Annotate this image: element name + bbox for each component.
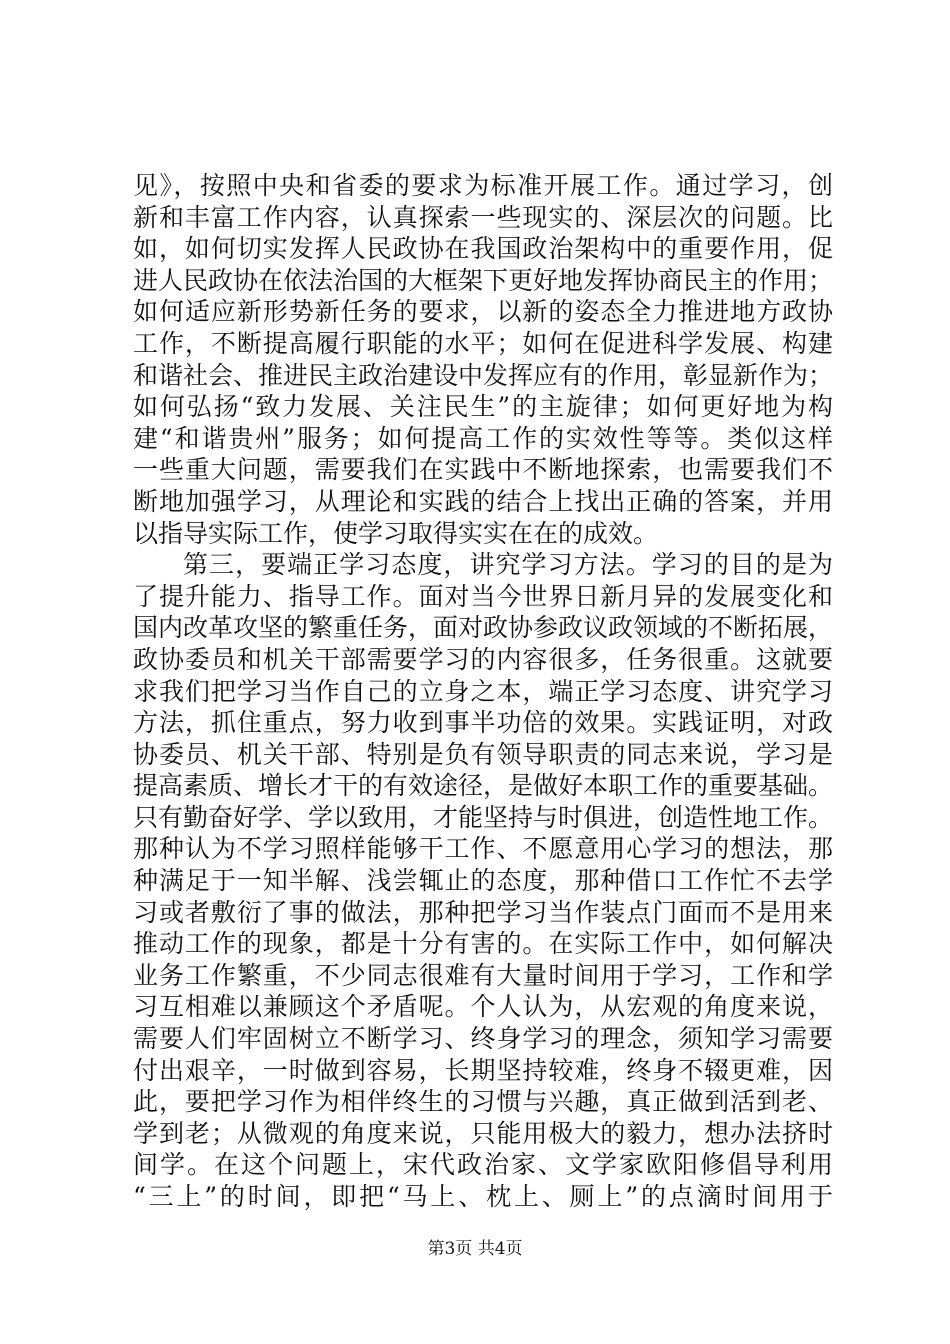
text-line: 学到老；从微观的角度来说，只能用极大的毅力，想办法挤时	[133, 1118, 833, 1148]
text-line: 建“和谐贵州”服务；如何提高工作的实效性等等。类似这样	[133, 423, 833, 453]
text-line: 一些重大问题，需要我们在实践中不断地探索，也需要我们不	[133, 455, 833, 485]
text-line: 习或者敷衍了事的做法，那种把学习当作装点门面而不是用来	[133, 897, 833, 927]
text-line: 习互相难以兼顾这个矛盾呢。个人认为，从宏观的角度来说，	[133, 992, 833, 1022]
text-line: 见》，按照中央和省委的要求为标准开展工作。通过学习，创	[133, 171, 833, 200]
text-line: 那种认为不学习照样能够干工作、不愿意用心学习的想法，那	[133, 834, 833, 864]
text-line: 如，如何切实发挥人民政协在我国政治架构中的重要作用，促	[133, 234, 833, 264]
text-line: 付出艰辛，一时做到容易，长期坚持较难，终身不辍更难，因	[133, 1055, 833, 1085]
body-text	[133, 170, 833, 1213]
text-line: 求我们把学习当作自己的立身之本，端正学习态度、讲究学习	[133, 676, 833, 706]
text-line: 业务工作繁重，不少同志很难有大量时间用于学习，工作和学	[133, 960, 833, 990]
text-line: 进人民政协在依法治国的大框架下更好地发挥协商民主的作用；	[133, 265, 834, 295]
text-line: 只有勤奋好学、学以致用，才能坚持与时俱进，创造性地工作。	[133, 802, 834, 832]
page-number-footer: 第3页 共4页	[427, 1239, 523, 1259]
text-line: 国内改革攻坚的繁重任务，面对政协参政议政领域的不断拓展，	[133, 613, 834, 643]
text-line: 断地加强学习，从理论和实践的结合上找出正确的答案，并用	[133, 486, 833, 516]
text-line: 协委员、机关干部、特别是负有领导职责的同志来说，学习是	[133, 739, 833, 769]
text-line: 种满足于一知半解、浅尝辄止的态度，那种借口工作忙不去学	[133, 866, 833, 896]
text-line: 工作，不断提高履行职能的水平；如何在促进科学发展、构建	[133, 328, 833, 358]
text-line: “三上”的时间，即把“马上、枕上、厕上”的点滴时间用于	[133, 1182, 833, 1211]
text-line: 和谐社会、推进民主政治建设中发挥应有的作用，彰显新作为；	[133, 360, 834, 390]
text-line: 推动工作的现象，都是十分有害的。在实际工作中，如何解决	[133, 929, 833, 959]
text-line: 如何适应新形势新任务的要求，以新的姿态全力推进地方政协	[133, 297, 833, 327]
text-line: 此，要把学习作为相伴终生的习惯与兴趣，真正做到活到老、	[133, 1087, 833, 1117]
text-line: 提高素质、增长才干的有效途径，是做好本职工作的重要基础。	[133, 771, 834, 801]
text-line: 需要人们牢固树立不断学习、终身学习的理念，须知学习需要	[133, 1024, 833, 1054]
text-line: 以指导实际工作，使学习取得实实在在的成效。	[133, 518, 659, 548]
text-line: 了提升能力、指导工作。面对当今世界日新月异的发展变化和	[133, 581, 833, 611]
text-line: 政协委员和机关干部需要学习的内容很多，任务很重。这就要	[133, 644, 833, 674]
text-line: 间学。在这个问题上，宋代政治家、文学家欧阳修倡导利用	[133, 1150, 833, 1180]
text-line: 新和丰富工作内容，认真探索一些现实的、深层次的问题。比	[133, 202, 833, 232]
text-line: 方法，抓住重点，努力收到事半功倍的效果。实践证明，对政	[133, 708, 833, 738]
text-line: 如何弘扬“致力发展、关注民生”的主旋律；如何更好地为构	[133, 392, 833, 422]
text-line: 第三，要端正学习态度，讲究学习方法。学习的目的是为	[183, 550, 833, 580]
